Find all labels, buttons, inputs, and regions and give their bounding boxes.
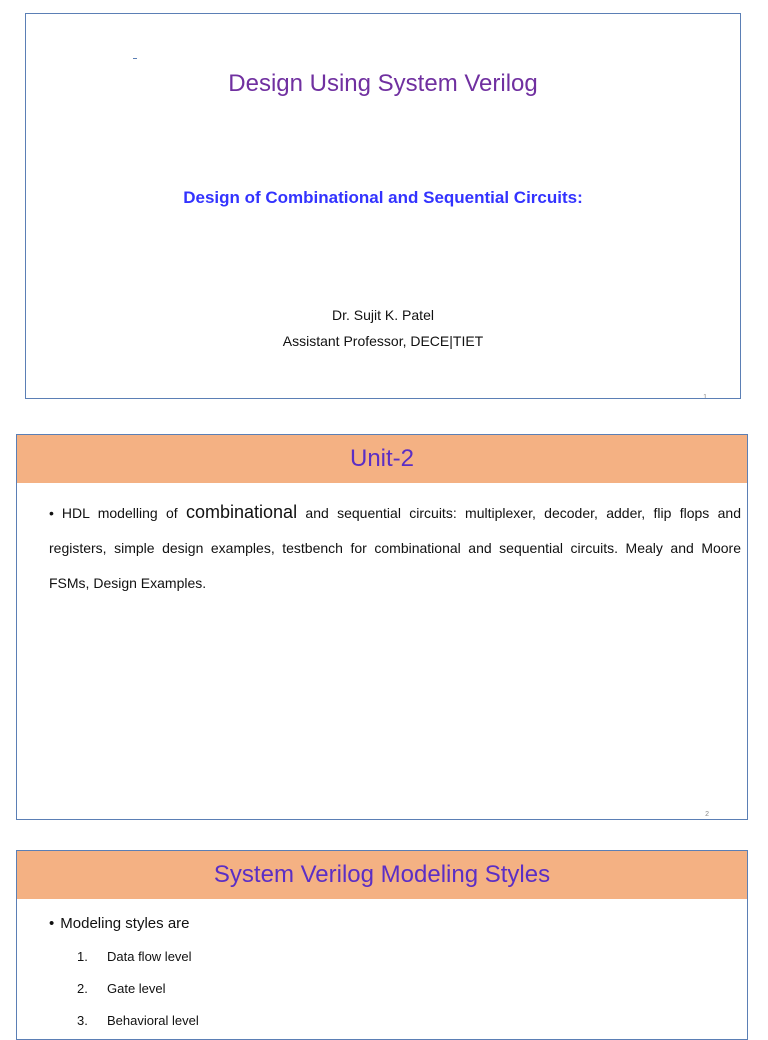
slide-1 [25, 13, 741, 399]
bullet-item [49, 915, 190, 932]
list-number: 2. [77, 981, 88, 996]
slide-2 [16, 434, 748, 820]
list-text: Data flow level [107, 949, 192, 964]
header-band [17, 435, 747, 483]
slide-title: Design Using System Verilog [228, 70, 538, 97]
slide-subtitle: Design of Combinational and Sequential Circuits: [183, 188, 583, 207]
list-text: Gate level [107, 981, 166, 996]
list-text: Behavioral level [107, 1013, 199, 1028]
bullet-dot: • [49, 505, 54, 521]
numbered-list [77, 949, 199, 1040]
list-number: 3. [77, 1013, 88, 1028]
bullet-text-prefix: HDL modelling of [61, 505, 186, 521]
list-number: 1. [77, 949, 88, 964]
bullet-dot: • [49, 915, 55, 932]
slide-3 [16, 850, 748, 1040]
list-item [77, 1013, 199, 1040]
page-number: 2 [705, 811, 709, 818]
bullet-item [49, 495, 741, 601]
author-name: Dr. Sujit K. Patel [332, 307, 434, 323]
bullet-emphasis: combinational [186, 502, 298, 522]
slide-header: System Verilog Modeling Styles [213, 861, 551, 888]
author-role: Assistant Professor, DECE|TIET [282, 333, 484, 349]
list-item [77, 981, 199, 1013]
bullet-text: Modeling styles are [60, 915, 190, 932]
slide-header: Unit-2 [349, 445, 415, 472]
page-number: 1 [703, 394, 707, 399]
decorative-mark [133, 58, 137, 59]
list-item [77, 949, 199, 981]
bullet-text-rest: and sequential circuits: multiplexer, decoder, adder, flip flops and registers, simple design examples, testbench for combinational and sequential circuits. Mealy and Moore FSMs, Design Examples. [49, 505, 741, 591]
header-band [17, 851, 747, 899]
